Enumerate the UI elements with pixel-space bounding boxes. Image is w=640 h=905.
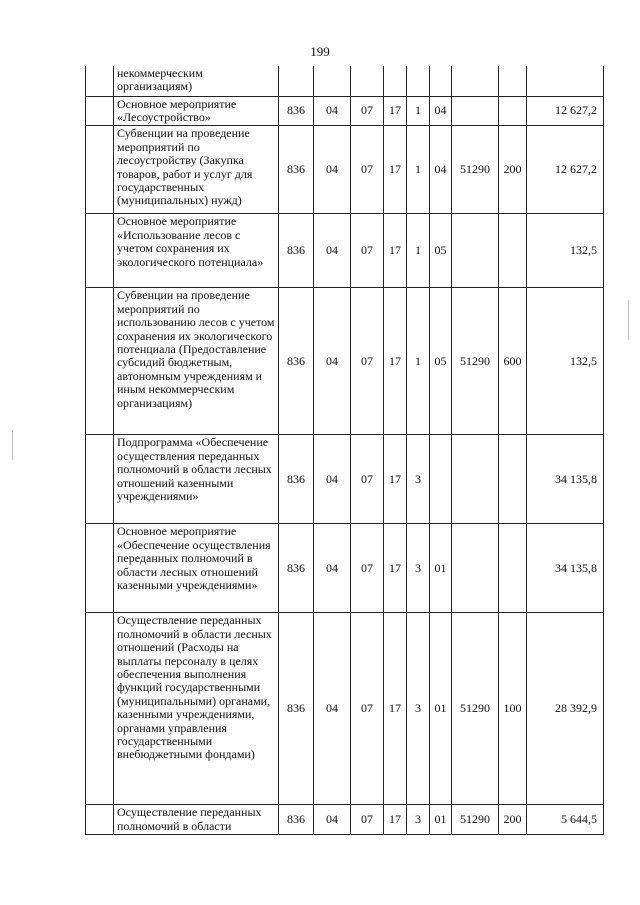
code-cell-pr: 07: [351, 524, 384, 613]
code-cell-mer: 04: [430, 96, 452, 126]
table-row: [86, 126, 604, 214]
code-cell-prog: 17: [384, 435, 407, 524]
table-row: [86, 613, 604, 805]
code-cell-vr: [499, 66, 527, 96]
table-row: [86, 805, 604, 835]
scan-mark-right: [628, 300, 629, 340]
code-cell-prog: 17: [384, 96, 407, 126]
code-cell-mer: 01: [430, 524, 452, 613]
code-cell-ved: 836: [279, 435, 314, 524]
code-cell-pr: 07: [351, 126, 384, 214]
code-cell-prog: [384, 66, 407, 96]
blank-cell: [86, 435, 114, 524]
code-cell-mer: 05: [430, 214, 452, 288]
code-cell-napr: [452, 66, 499, 96]
page-number: 199: [310, 44, 330, 59]
code-cell-ved: 836: [279, 96, 314, 126]
code-cell-prog: 17: [384, 805, 407, 835]
code-cell-pr: 07: [351, 805, 384, 835]
code-cell-prog: 17: [384, 214, 407, 288]
code-cell-mer: [430, 435, 452, 524]
blank-cell: [86, 66, 114, 96]
code-cell-pr: 07: [351, 435, 384, 524]
code-cell-sub: 3: [407, 805, 430, 835]
item-name-cell: Подпрограмма «Обеспечение осуществления переданных полномочий в области лесных отношений казенными учреждениями»: [114, 435, 279, 524]
code-cell-prog: 17: [384, 524, 407, 613]
code-cell-vr: 600: [499, 288, 527, 435]
code-cell-prog: 17: [384, 613, 407, 805]
code-cell-sub: 1: [407, 126, 430, 214]
item-name-cell: Основное мероприятие «Лесоустройство»: [114, 96, 279, 126]
table-row: [86, 288, 604, 435]
amount-cell: 28 392,9: [527, 613, 604, 805]
table-row: [86, 524, 604, 613]
code-cell-pr: [351, 66, 384, 96]
code-cell-napr: 51290: [452, 613, 499, 805]
code-cell-rz: 04: [314, 96, 351, 126]
scan-mark-left: [12, 430, 13, 460]
code-cell-rz: 04: [314, 613, 351, 805]
table-row: [86, 96, 604, 126]
code-cell-pr: 07: [351, 214, 384, 288]
code-cell-rz: 04: [314, 435, 351, 524]
amount-cell: 34 135,8: [527, 524, 604, 613]
code-cell-sub: 1: [407, 288, 430, 435]
code-cell-napr: 51290: [452, 288, 499, 435]
table-row: [86, 66, 604, 96]
code-cell-vr: [499, 435, 527, 524]
code-cell-rz: 04: [314, 524, 351, 613]
code-cell-pr: 07: [351, 613, 384, 805]
table-row: [86, 214, 604, 288]
amount-cell: 12 627,2: [527, 96, 604, 126]
code-cell-mer: 05: [430, 288, 452, 435]
code-cell-mer: 04: [430, 126, 452, 214]
code-cell-ved: [279, 66, 314, 96]
code-cell-mer: 01: [430, 805, 452, 835]
blank-cell: [86, 805, 114, 835]
code-cell-vr: [499, 96, 527, 126]
code-cell-mer: [430, 66, 452, 96]
code-cell-sub: 1: [407, 214, 430, 288]
code-cell-vr: 100: [499, 613, 527, 805]
table-body: [86, 66, 604, 835]
amount-cell: 5 644,5: [527, 805, 604, 835]
code-cell-vr: 200: [499, 805, 527, 835]
code-cell-sub: 3: [407, 435, 430, 524]
code-cell-rz: 04: [314, 805, 351, 835]
code-cell-napr: 51290: [452, 126, 499, 214]
item-name-cell: Субвенции на проведение мероприятий по использованию лесов с учетом сохранения их экологического потенциала (Предоставление субсидий бюджетным, автономным учреждениям и иным некоммерческим организациям): [114, 288, 279, 435]
table-row: [86, 435, 604, 524]
code-cell-ved: 836: [279, 288, 314, 435]
blank-cell: [86, 214, 114, 288]
blank-cell: [86, 524, 114, 613]
item-name-cell: Осуществление переданных полномочий в области: [114, 805, 279, 835]
blank-cell: [86, 96, 114, 126]
code-cell-vr: 200: [499, 126, 527, 214]
code-cell-napr: [452, 96, 499, 126]
amount-cell: 12 627,2: [527, 126, 604, 214]
code-cell-sub: [407, 66, 430, 96]
code-cell-napr: [452, 214, 499, 288]
code-cell-ved: 836: [279, 214, 314, 288]
item-name-cell: Основное мероприятие «Обеспечение осуществления переданных полномочий в области лесных отношений казенными учреждениями»: [114, 524, 279, 613]
code-cell-ved: 836: [279, 805, 314, 835]
item-name-cell: некоммерческим организациям): [114, 66, 279, 96]
code-cell-napr: 51290: [452, 805, 499, 835]
budget-table: [85, 66, 604, 835]
code-cell-napr: [452, 435, 499, 524]
item-name-cell: Основное мероприятие «Использование лесов с учетом сохранения их экологического потенциала»: [114, 214, 279, 288]
code-cell-ved: 836: [279, 524, 314, 613]
amount-cell: [527, 66, 604, 96]
item-name-cell: Осуществление переданных полномочий в области лесных отношений (Расходы на выплаты персоналу в целях обеспечения выполнения функций государственными (муниципальными) органами, казенными учреждениями, органами управления государственными внебюджетными фондами): [114, 613, 279, 805]
blank-cell: [86, 288, 114, 435]
code-cell-sub: 3: [407, 524, 430, 613]
code-cell-sub: 3: [407, 613, 430, 805]
code-cell-ved: 836: [279, 126, 314, 214]
code-cell-prog: 17: [384, 288, 407, 435]
code-cell-ved: 836: [279, 613, 314, 805]
code-cell-rz: 04: [314, 288, 351, 435]
code-cell-rz: 04: [314, 214, 351, 288]
code-cell-prog: 17: [384, 126, 407, 214]
code-cell-pr: 07: [351, 288, 384, 435]
amount-cell: 132,5: [527, 288, 604, 435]
code-cell-sub: 1: [407, 96, 430, 126]
amount-cell: 132,5: [527, 214, 604, 288]
code-cell-rz: 04: [314, 126, 351, 214]
item-name-cell: Субвенции на проведение мероприятий по лесоустройству (Закупка товаров, работ и услуг для государственных (муниципальных) нужд): [114, 126, 279, 214]
code-cell-pr: 07: [351, 96, 384, 126]
code-cell-vr: [499, 524, 527, 613]
blank-cell: [86, 613, 114, 805]
code-cell-vr: [499, 214, 527, 288]
code-cell-rz: [314, 66, 351, 96]
code-cell-mer: 01: [430, 613, 452, 805]
code-cell-napr: [452, 524, 499, 613]
blank-cell: [86, 126, 114, 214]
amount-cell: 34 135,8: [527, 435, 604, 524]
